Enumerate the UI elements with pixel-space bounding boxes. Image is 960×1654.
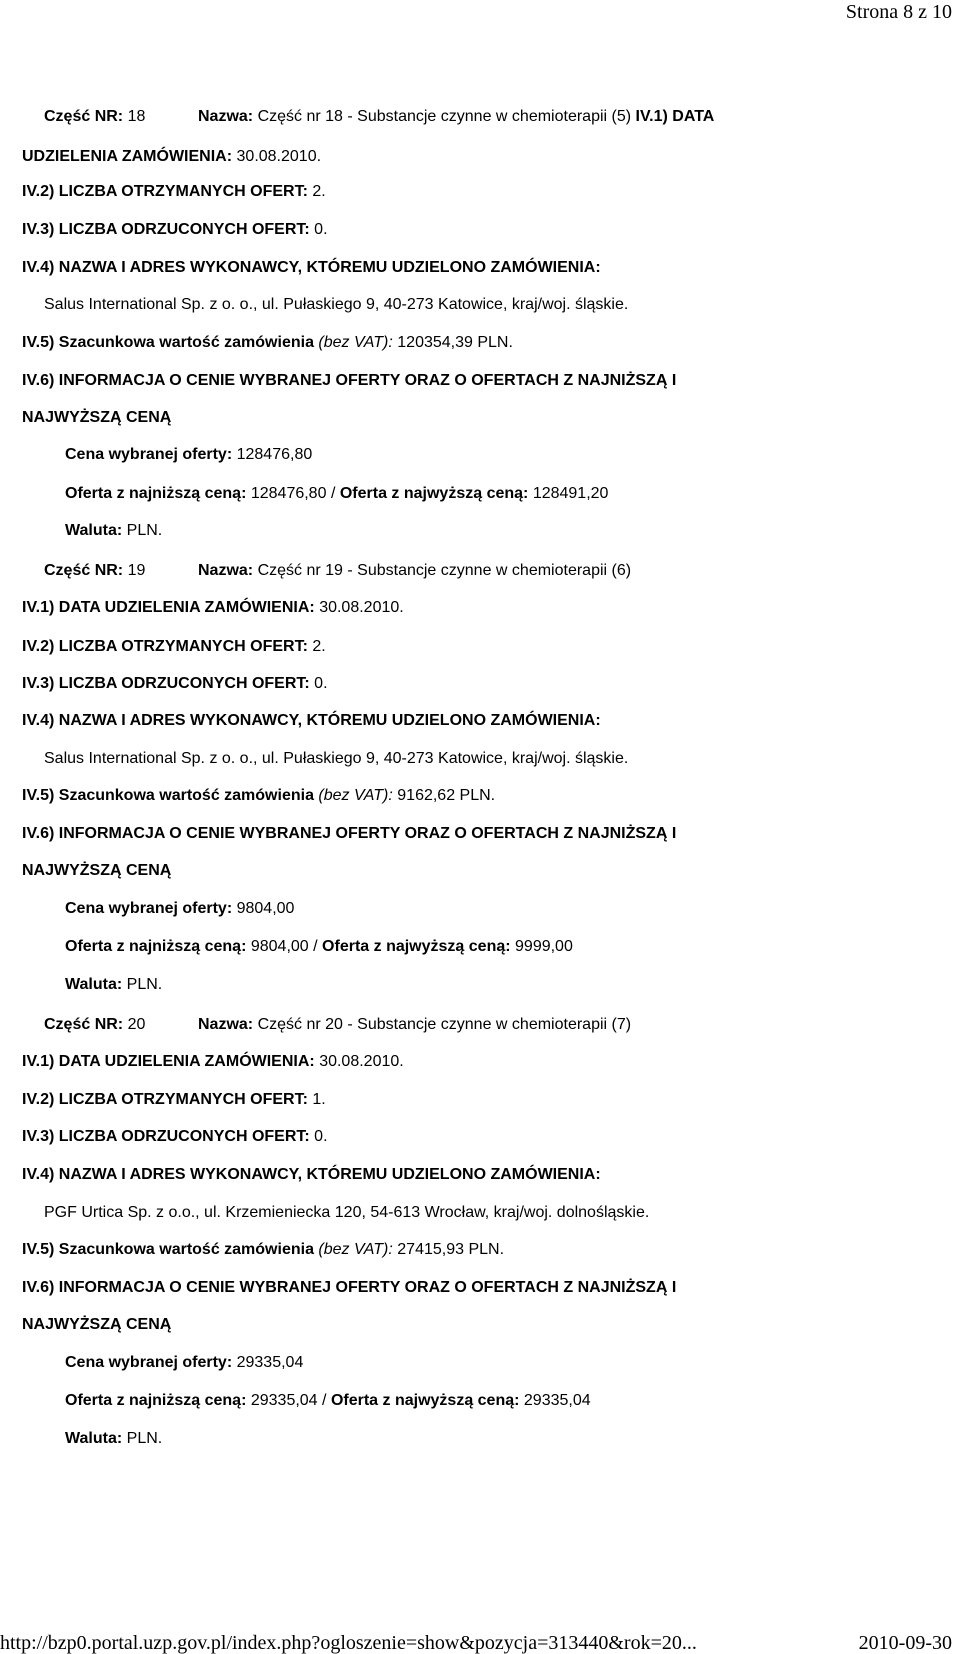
offers-received: 2.	[312, 183, 326, 200]
iv1-label-part1: IV.1) DATA	[635, 108, 715, 125]
selected-price-label: Cena wybranej oferty:	[65, 1354, 233, 1371]
highest-price-label: Oferta z najwyższą ceną:	[322, 938, 511, 955]
part-18-header	[44, 107, 145, 127]
iv6-label-line1: IV.6) INFORMACJA O CENIE WYBRANEJ OFERTY ORAZ O OFERTACH Z NAJNIŻSZĄ I	[22, 825, 677, 842]
lowest-price: 128476,80	[250, 485, 327, 502]
part-20-currency	[65, 1429, 162, 1449]
highest-price-label: Oferta z najwyższą ceną:	[339, 485, 529, 502]
iv6-label-line1: IV.6) INFORMACJA O CENIE WYBRANEJ OFERTY ORAZ O OFERTACH Z NAJNIŻSZĄ I	[22, 372, 677, 389]
part-20-iv5	[22, 1240, 504, 1260]
footer-date: 2010-09-30	[858, 1632, 952, 1654]
part-number: 20	[127, 1016, 146, 1033]
iv4-label: IV.4) NAZWA I ADRES WYKONAWCY, KTÓREMU UDZIELONO ZAMÓWIENIA:	[22, 712, 601, 729]
part-18-currency	[65, 521, 162, 541]
iv5-label: IV.5) Szacunkowa wartość zamówienia	[22, 787, 314, 804]
czesc-nr-label: Część NR:	[44, 108, 124, 125]
iv1-label-part2: UDZIELENIA ZAMÓWIENIA:	[22, 148, 233, 165]
part-19-currency	[65, 975, 162, 995]
part-20-iv2	[22, 1090, 326, 1110]
part-19-iv1	[22, 598, 404, 618]
award-date: 30.08.2010.	[319, 1053, 404, 1070]
part-18-iv1	[22, 147, 321, 167]
part-18-price-range	[65, 484, 608, 504]
page-number: Strona 8 z 10	[845, 1, 952, 23]
contractor-address: Salus International Sp. z o. o., ul. Pułaskiego 9, 40-273 Katowice, kraj/woj. śląskie.	[44, 750, 629, 767]
nazwa-label: Nazwa:	[198, 108, 254, 125]
part-18-selected-price	[65, 445, 312, 465]
estimated-value: 9162,62 PLN.	[397, 787, 496, 804]
part-20-header	[44, 1015, 145, 1035]
iv3-label: IV.3) LICZBA ODRZUCONYCH OFERT:	[22, 1128, 310, 1145]
price-separator: /	[330, 485, 336, 502]
contractor-address: PGF Urtica Sp. z o.o., ul. Krzemieniecka 120, 54-613 Wrocław, kraj/woj. dolnośląskie.	[44, 1204, 650, 1221]
part-name: Część nr 18 - Substancje czynne w chemioterapii (5)	[257, 108, 632, 125]
currency: PLN.	[126, 1430, 163, 1447]
part-19-header	[44, 561, 145, 581]
nazwa-label: Nazwa:	[198, 562, 254, 579]
iv3-label: IV.3) LICZBA ODRZUCONYCH OFERT:	[22, 675, 310, 692]
part-19-iv3	[22, 674, 328, 694]
lowest-price-label: Oferta z najniższą ceną:	[65, 485, 247, 502]
iv3-label: IV.3) LICZBA ODRZUCONYCH OFERT:	[22, 221, 310, 238]
part-number: 18	[127, 108, 146, 125]
currency-label: Waluta:	[65, 1430, 123, 1447]
part-20-price-range	[65, 1391, 591, 1411]
highest-price: 9999,00	[515, 938, 573, 955]
part-number: 19	[127, 562, 146, 579]
part-name: Część nr 20 - Substancje czynne w chemioterapii (7)	[257, 1016, 632, 1033]
iv4-label: IV.4) NAZWA I ADRES WYKONAWCY, KTÓREMU UDZIELONO ZAMÓWIENIA:	[22, 1166, 601, 1183]
estimated-value: 120354,39 PLN.	[397, 334, 513, 351]
part-20-name	[198, 1015, 631, 1035]
price-separator: /	[322, 1392, 327, 1409]
selected-price-label: Cena wybranej oferty:	[65, 900, 233, 917]
iv6-label-line1: IV.6) INFORMACJA O CENIE WYBRANEJ OFERTY ORAZ O OFERTACH Z NAJNIŻSZĄ I	[22, 1279, 677, 1296]
part-19-price-range	[65, 937, 573, 957]
footer-url: http://bzp0.portal.uzp.gov.pl/index.php?ogloszenie=show&pozycja=313440&rok=20...	[0, 1632, 697, 1654]
iv4-label: IV.4) NAZWA I ADRES WYKONAWCY, KTÓREMU UDZIELONO ZAMÓWIENIA:	[22, 259, 601, 276]
selected-price: 9804,00	[236, 900, 295, 917]
iv2-label: IV.2) LICZBA OTRZYMANYCH OFERT:	[22, 183, 308, 200]
iv5-vat-label: (bez VAT):	[318, 1241, 393, 1258]
offers-received: 2.	[312, 638, 326, 655]
part-18-name	[198, 107, 714, 127]
offers-rejected: 0.	[314, 675, 328, 692]
part-18-iv2	[22, 182, 326, 202]
iv6-label-line2: NAJWYŻSZĄ CENĄ	[22, 862, 172, 879]
highest-price: 29335,04	[523, 1392, 591, 1409]
iv5-vat-label: (bez VAT):	[318, 334, 393, 351]
iv6-label-line2: NAJWYŻSZĄ CENĄ	[22, 409, 172, 426]
iv5-label: IV.5) Szacunkowa wartość zamówienia	[22, 334, 314, 351]
offers-rejected: 0.	[314, 1128, 328, 1145]
iv5-label: IV.5) Szacunkowa wartość zamówienia	[22, 1241, 314, 1258]
czesc-nr-label: Część NR:	[44, 562, 124, 579]
currency-label: Waluta:	[65, 522, 123, 539]
part-19-name	[198, 561, 631, 581]
highest-price-label: Oferta z najwyższą ceną:	[330, 1392, 520, 1409]
currency-label: Waluta:	[65, 976, 123, 993]
czesc-nr-label: Część NR:	[44, 1016, 124, 1033]
part-20-iv3	[22, 1127, 328, 1147]
part-20-iv1	[22, 1052, 404, 1072]
part-18-iv5	[22, 333, 513, 353]
selected-price: 128476,80	[236, 446, 313, 463]
lowest-price: 29335,04	[250, 1392, 318, 1409]
iv5-vat-label: (bez VAT):	[318, 787, 393, 804]
part-19-iv5	[22, 786, 495, 806]
offers-received: 1.	[312, 1091, 326, 1108]
iv2-label: IV.2) LICZBA OTRZYMANYCH OFERT:	[22, 1091, 308, 1108]
lowest-price-label: Oferta z najniższą ceną:	[65, 938, 247, 955]
offers-rejected: 0.	[314, 221, 328, 238]
contractor-address: Salus International Sp. z o. o., ul. Pułaskiego 9, 40-273 Katowice, kraj/woj. śląskie.	[44, 296, 629, 313]
lowest-price: 9804,00	[250, 938, 309, 955]
part-19-iv2	[22, 637, 326, 657]
selected-price: 29335,04	[236, 1354, 304, 1371]
part-20-selected-price	[65, 1353, 303, 1373]
selected-price-label: Cena wybranej oferty:	[65, 446, 233, 463]
estimated-value: 27415,93 PLN.	[397, 1241, 505, 1258]
part-18-iv3	[22, 220, 328, 240]
iv2-label: IV.2) LICZBA OTRZYMANYCH OFERT:	[22, 638, 308, 655]
price-separator: /	[313, 938, 318, 955]
award-date: 30.08.2010.	[236, 148, 322, 165]
iv1-label: IV.1) DATA UDZIELENIA ZAMÓWIENIA:	[22, 1053, 315, 1070]
highest-price: 128491,20	[532, 485, 609, 502]
currency: PLN.	[126, 522, 163, 539]
currency: PLN.	[126, 976, 163, 993]
iv6-label-line2: NAJWYŻSZĄ CENĄ	[22, 1316, 172, 1333]
lowest-price-label: Oferta z najniższą ceną:	[65, 1392, 247, 1409]
part-19-selected-price	[65, 899, 294, 919]
nazwa-label: Nazwa:	[198, 1016, 254, 1033]
part-name: Część nr 19 - Substancje czynne w chemioterapii (6)	[257, 562, 632, 579]
iv1-label: IV.1) DATA UDZIELENIA ZAMÓWIENIA:	[22, 599, 315, 616]
award-date: 30.08.2010.	[319, 599, 404, 616]
